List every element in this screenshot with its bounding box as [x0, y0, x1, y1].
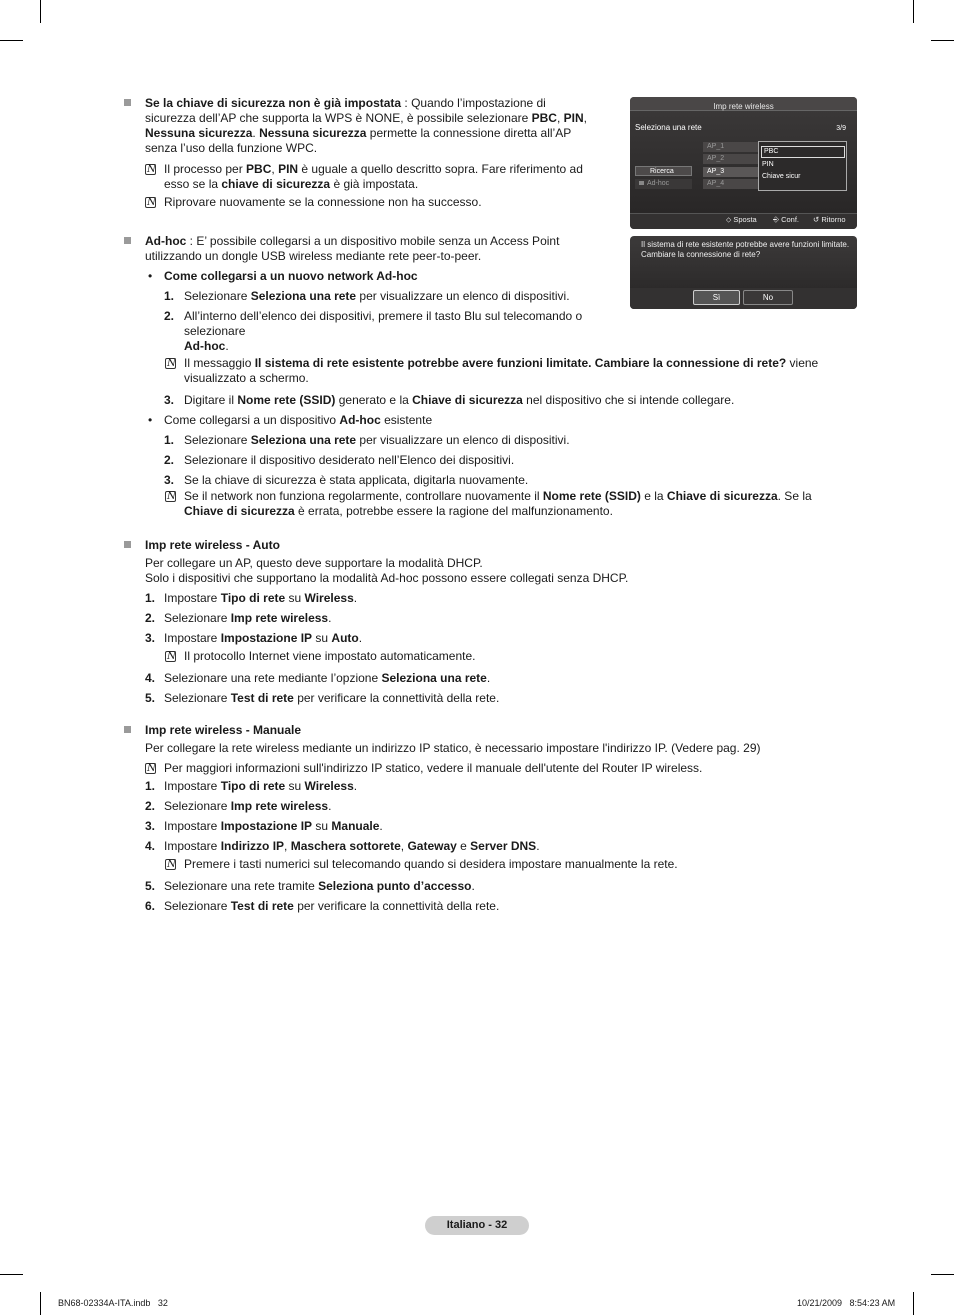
note-icon — [165, 651, 176, 662]
crop-mark — [913, 0, 914, 23]
enter-icon: ⎆ — [773, 215, 779, 224]
bullet-dot: • — [148, 413, 153, 427]
screen-subtitle: Seleziona una rete — [635, 123, 702, 132]
crop-mark — [0, 40, 23, 41]
section1-note2: Riprovare nuovamente se la connessione non ha successo. — [164, 195, 482, 209]
popup-item-chiave-sicur[interactable]: Chiave sicur — [762, 173, 801, 180]
step-number: 4. — [145, 671, 156, 685]
section4-step3: Impostare Impostazione IP su Manuale. — [164, 819, 383, 833]
section2-b2-step2: Selezionare il dispositivo desiderato nell’Elenco dei dispositivi. — [184, 453, 515, 467]
section2-bullet1: Come collegarsi a un nuovo network Ad-hoc — [164, 269, 418, 283]
step-number: 6. — [145, 899, 156, 913]
section2-note1: Il messaggio Il sistema di rete esistente potrebbe avere funzioni limitate. Cambiare la connessione di rete? viene visualizzato a schermo. — [184, 356, 819, 385]
section2-step2: All’interno dell’elenco dei dispositivi, premere il tasto Blu sul telecomando o selezionare Ad-hoc. — [184, 309, 583, 353]
note-icon — [165, 491, 176, 502]
section2-bullet2: Come collegarsi a un dispositivo Ad-hoc esistente — [164, 413, 433, 427]
ap-list-item[interactable]: AP_3 — [703, 167, 758, 177]
page-number-label: Italiano - 32 — [425, 1216, 529, 1235]
crop-mark — [40, 1292, 41, 1315]
section-square-bullet — [124, 726, 131, 733]
ap-list-item[interactable]: AP_1 — [703, 142, 758, 152]
step-number: 3. — [164, 473, 175, 487]
tv-screen-select-network — [630, 97, 857, 229]
section-square-bullet — [124, 237, 131, 244]
section3-step4: Selezionare una rete mediante l’opzione Seleziona una rete. — [164, 671, 491, 685]
section3-note: Il protocollo Internet viene impostato automaticamente. — [184, 649, 476, 663]
dialog-yes-button[interactable]: Sì — [693, 290, 740, 305]
section3-heading: Imp rete wireless - Auto — [145, 538, 280, 552]
section2-note2: Se il network non funziona regolarmente, controllare nuovamente il Nome rete (SSID) e la Chiave di sicurezza. Se la Chiave di sicurezza è errata, potrebbe essere la ragione del malfunzionamento. — [184, 489, 812, 518]
section3-step5: Selezionare Test di rete per verificare la connettività della rete. — [164, 691, 500, 705]
security-options-popup — [758, 141, 847, 191]
step-number: 3. — [145, 631, 156, 645]
crop-mark — [0, 1274, 23, 1275]
section3-step2: Selezionare Imp rete wireless. — [164, 611, 332, 625]
step-number: 1. — [164, 433, 175, 447]
footer-hint-conf: ⎆ Conf. — [773, 215, 800, 224]
step-number: 3. — [164, 393, 175, 407]
step-number: 1. — [145, 779, 156, 793]
section2-step3: Digitare il Nome rete (SSID) generato e la Chiave di sicurezza nel dispositivo che si intende collegare. — [184, 393, 735, 407]
section4-heading: Imp rete wireless - Manuale — [145, 723, 302, 737]
step-number: 2. — [145, 611, 156, 625]
section4-step1: Impostare Tipo di rete su Wireless. — [164, 779, 358, 793]
step-number: 1. — [164, 289, 175, 303]
blue-key-icon — [639, 181, 644, 185]
step-number: 2. — [164, 309, 175, 323]
section4-note2: Premere i tasti numerici sul telecomando quando si desidera impostare manualmente la rete. — [184, 857, 678, 871]
step-number: 2. — [145, 799, 156, 813]
note-icon — [145, 164, 156, 175]
step-number: 2. — [164, 453, 175, 467]
ap-list-item[interactable]: AP_4 — [703, 179, 758, 189]
section2-heading: Ad-hoc — [145, 234, 187, 248]
dialog-message: Il sistema di rete esistente potrebbe avere funzioni limitate. Cambiare la connessione di rete? — [641, 240, 850, 259]
left-menu-item-adhoc[interactable]: Ad-hoc — [635, 179, 692, 189]
section4-step5: Selezionare una rete tramite Seleziona punto d’accesso. — [164, 879, 475, 893]
section2-intro: Ad-hoc : E’ possibile collegarsi a un dispositivo mobile senza un Access Point utilizzando un dongle USB wireless mediante rete peer-to-peer. — [145, 234, 560, 263]
section-square-bullet — [124, 541, 131, 548]
left-menu-item-ricerca[interactable]: Ricerca — [635, 166, 692, 176]
step-number: 4. — [145, 839, 156, 853]
section2-step1: Selezionare Seleziona una rete per visualizzare un elenco di dispositivi. — [184, 289, 570, 303]
note-icon — [145, 763, 156, 774]
section4-step4: Impostare Indirizzo IP, Maschera sottorete, Gateway e Server DNS. — [164, 839, 540, 853]
section1-heading: Se la chiave di sicurezza non è già impostata — [145, 96, 402, 110]
print-timestamp: 10/21/2009 8:54:23 AM — [797, 1298, 896, 1308]
section4-step2: Selezionare Imp rete wireless. — [164, 799, 332, 813]
section-square-bullet — [124, 99, 131, 106]
popup-item-pin[interactable]: PIN — [762, 161, 774, 168]
footer-hint-ritorno: ↺ Ritorno — [813, 215, 846, 224]
screen-page-indicator: 3/9 — [836, 125, 846, 132]
crop-mark — [931, 40, 954, 41]
note-icon — [145, 197, 156, 208]
crop-mark — [913, 1292, 914, 1315]
section3-step1: Impostare Tipo di rete su Wireless. — [164, 591, 358, 605]
return-icon: ↺ — [813, 215, 820, 224]
section2-b2-step3: Se la chiave di sicurezza è stata applicata, digitarla nuovamente. — [184, 473, 529, 487]
file-name: BN68-02334A-ITA.indb 32 — [58, 1298, 168, 1308]
section4-step6: Selezionare Test di rete per verificare la connettività della rete. — [164, 899, 500, 913]
section1-note1: Il processo per PBC, PIN è uguale a quello descritto sopra. Fare riferimento ad esso se la chiave di sicurezza è già impostata. — [164, 162, 583, 191]
step-number: 5. — [145, 691, 156, 705]
popup-item-pbc[interactable]: PBC — [761, 146, 845, 158]
footer-hint-sposta: ⬦ Sposta — [726, 215, 757, 224]
step-number: 1. — [145, 591, 156, 605]
section4-note1: Per maggiori informazioni sull'indirizzo IP statico, vedere il manuale dell'utente del Router IP wireless. — [164, 761, 703, 775]
section4-intro: Per collegare la rete wireless mediante un indirizzo IP statico, è necessario impostare l'indirizzo IP. (Vedere pag. 29) — [145, 741, 761, 755]
note-icon — [165, 358, 176, 369]
crop-mark — [40, 0, 41, 23]
ap-list-item[interactable]: AP_2 — [703, 154, 758, 164]
move-arrows-icon: ⬦ — [726, 215, 732, 224]
section3-step3: Impostare Impostazione IP su Auto. — [164, 631, 363, 645]
bullet-dot: • — [148, 269, 153, 283]
note-icon — [165, 859, 176, 870]
crop-mark — [931, 1274, 954, 1275]
dialog-no-button[interactable]: No — [743, 290, 793, 305]
section3-intro: Per collegare un AP, questo deve supportare la modalità DHCP. Solo i dispositivi che supportano la modalità Ad-hoc possono essere collegati senza DHCP. — [145, 556, 629, 585]
screen-title: Imp rete wireless — [713, 102, 774, 111]
step-number: 5. — [145, 879, 156, 893]
section2-b2-step1: Selezionare Seleziona una rete per visualizzare un elenco di dispositivi. — [184, 433, 570, 447]
step-number: 3. — [145, 819, 156, 833]
section1-paragraph: Se la chiave di sicurezza non è già impostata : Quando l’impostazione di sicurezza dell’AP che supporta la WPS è NONE, è possibile selezionare PBC, PIN, Nessuna sicurezza. Nessuna sicurezza permette la connessione diretta all’AP senza l’uso della funzione WPC. — [145, 96, 588, 155]
